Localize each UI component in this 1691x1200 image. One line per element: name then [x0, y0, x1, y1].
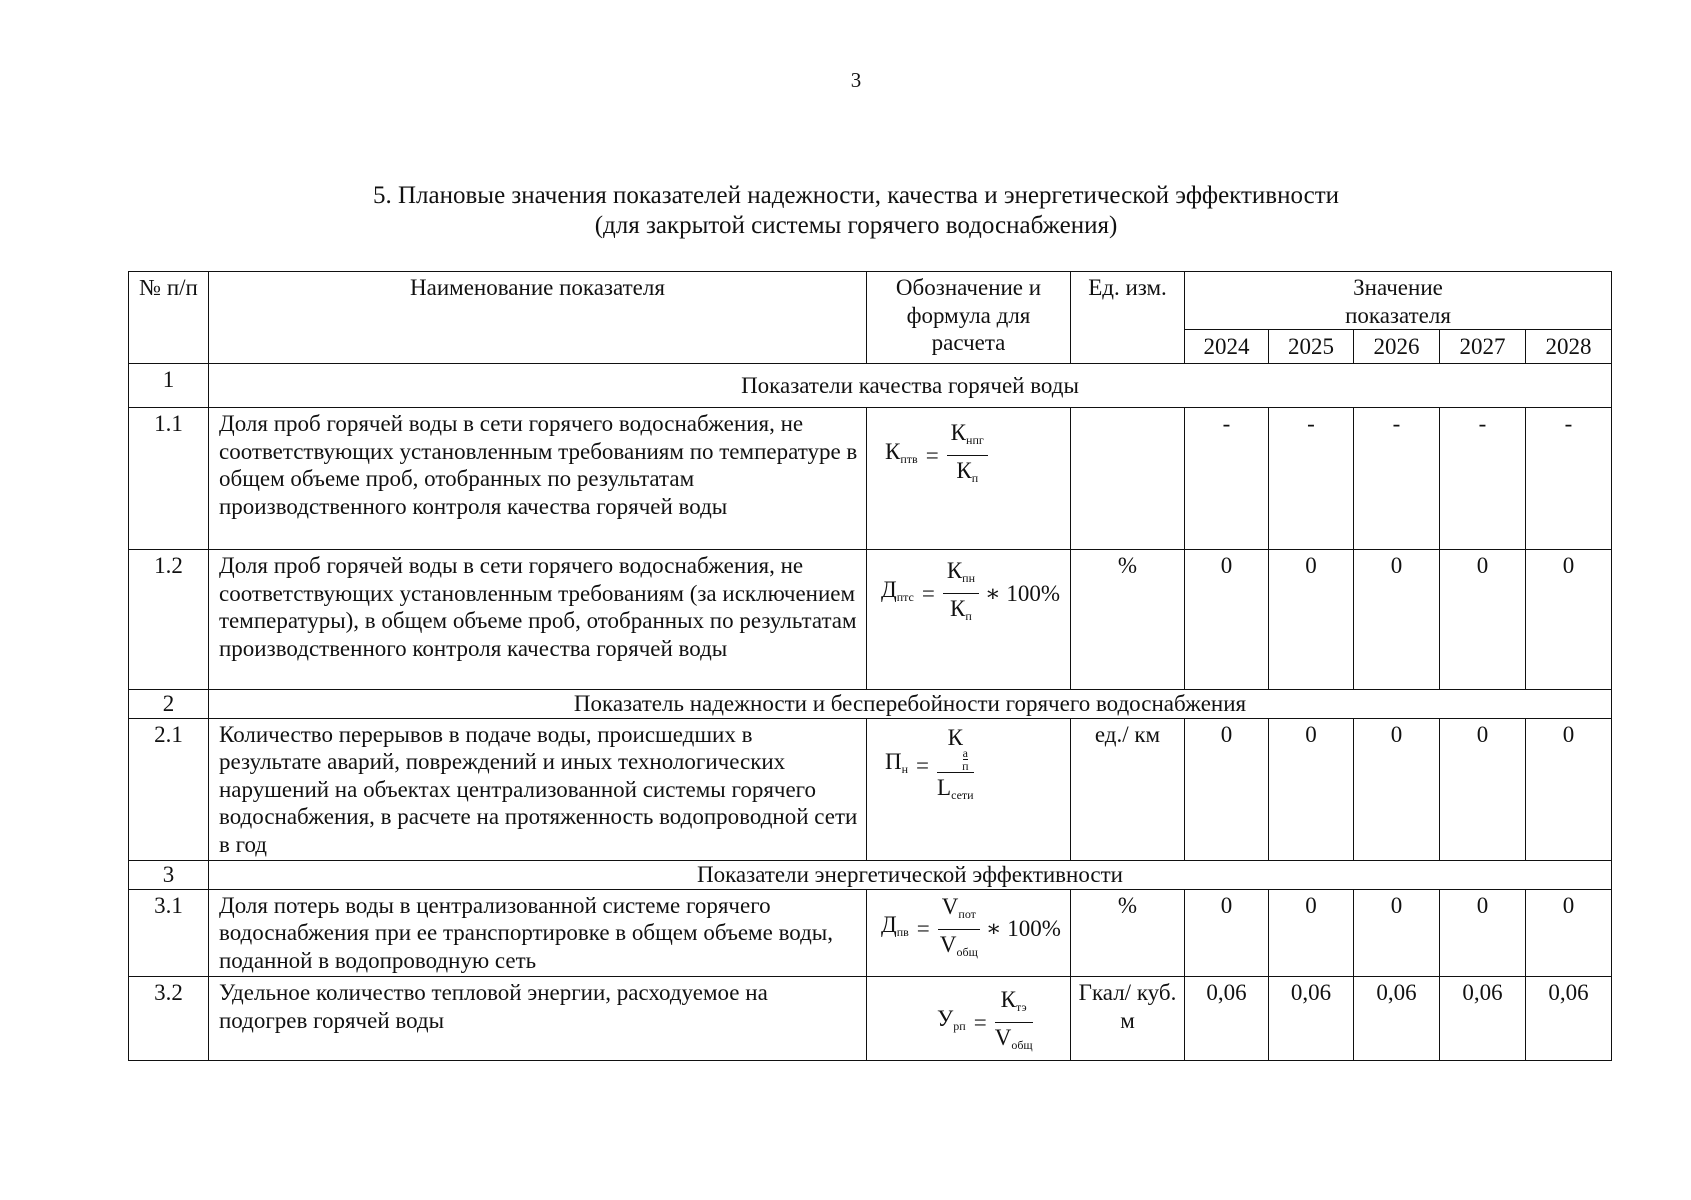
- header-name: Наименование показателя: [209, 272, 867, 364]
- section-number: 2: [129, 690, 209, 719]
- indicator-formula: $Д_{пв}$ = $\frac{V_{пот}}{V_{общ}}$ ∗ 100%: [867, 889, 1071, 977]
- section-row: [129, 364, 1612, 408]
- indicator-name: Доля проб горячей воды в сети горячего водоснабжения, не соответствующих установленным требованиям по температуре в общем объеме проб, отобранных по результатам производственного контроля качества горячей воды: [209, 408, 867, 550]
- formula-numerator: $К_{нпг}$: [950, 420, 984, 447]
- title-line-1: 5. Плановые значения показателей надежности, качества и энергетической эффективности: [372, 182, 1340, 209]
- indicator-name: Доля потерь воды в централизованной системе горячего водоснабжения при ее транспортировке в общем объеме воды, поданной в водопроводную сеть: [209, 889, 867, 977]
- formula-fraction: [937, 723, 974, 810]
- indicators-table: [128, 271, 1612, 1061]
- header-year: 2026: [1354, 330, 1440, 364]
- formula-lhs: $Д_{птс}$: [881, 576, 914, 604]
- indicator-name: Удельное количество тепловой энергии, расходуемое на подогрев горячей воды: [209, 977, 867, 1061]
- indicator-value-2024: 0: [1185, 889, 1269, 977]
- section-title: Показатели качества горячей воды: [209, 364, 1612, 408]
- indicator-value-2028: 0: [1526, 889, 1612, 977]
- section-row: [129, 861, 1612, 890]
- table-row: [129, 550, 1612, 690]
- formula-denominator: $L_{сети}$: [937, 774, 974, 802]
- indicator-value-2027: 0: [1440, 718, 1526, 861]
- table-row: [129, 408, 1612, 550]
- indicator-value-2026: 0,06: [1354, 977, 1440, 1061]
- indicator-value-2028: 0,06: [1526, 977, 1612, 1061]
- title-line-2: (для закрытой системы горячего водоснабжения): [594, 212, 1118, 239]
- formula-fraction: [995, 985, 1033, 1060]
- header-year: 2027: [1440, 330, 1526, 364]
- indicator-value-2024: 0: [1185, 550, 1269, 690]
- header-num: № п/п: [129, 272, 209, 364]
- table-row: [129, 977, 1612, 1061]
- indicator-value-2024: 0: [1185, 718, 1269, 861]
- indicator-unit: [1071, 408, 1185, 550]
- indicator-name: Доля проб горячей воды в сети горячего водоснабжения, не соответствующих установленным требованиям (за исключением температуры), в общем объеме проб, отобранных по результатам производственного контроля качества горячей воды: [209, 550, 867, 690]
- formula-lhs: $П_н$: [885, 749, 909, 777]
- section-number: 1: [129, 364, 209, 408]
- formula-numerator: К а п: [947, 724, 969, 773]
- indicator-value-2027: -: [1440, 408, 1526, 550]
- header-formula: Обозначение и формула для расчета: [867, 272, 1071, 364]
- row-number: 2.1: [129, 718, 209, 861]
- indicator-name: Количество перерывов в подаче воды, происшедших в результате аварий, повреждений и иных технологических нарушений на объектах централизованной системы горячего водоснабжения, в расчете на протяженность водопроводной сети в год: [209, 718, 867, 861]
- indicator-value-2024: 0,06: [1185, 977, 1269, 1061]
- indicator-value-2026: 0: [1354, 718, 1440, 861]
- formula-lhs: $Д_{пв}$: [881, 912, 909, 940]
- indicator-value-2027: 0: [1440, 889, 1526, 977]
- section-number: 3: [129, 861, 209, 890]
- formula-fraction: [947, 418, 988, 493]
- indicator-value-2026: 0: [1354, 550, 1440, 690]
- row-number: 1.2: [129, 550, 209, 690]
- formula-numerator: $К_{тэ}$: [1000, 987, 1027, 1014]
- formula-fraction: [943, 556, 979, 631]
- indicator-formula: $П_н$ = К а п $L_{сети}$: [867, 718, 1071, 861]
- formula-lhs: $У_{рп}$: [937, 1005, 966, 1033]
- formula-numerator: $К_{пн}$: [946, 558, 976, 585]
- header-unit: Ед. изм.: [1071, 272, 1185, 364]
- section-row: [129, 690, 1612, 719]
- indicator-value-2024: -: [1185, 408, 1269, 550]
- formula-numerator: $V_{пот}$: [941, 893, 976, 921]
- indicator-value-2028: -: [1526, 408, 1612, 550]
- formula-denominator: $К_п$: [956, 458, 979, 485]
- row-number: 3.2: [129, 977, 209, 1061]
- indicator-value-2027: 0: [1440, 550, 1526, 690]
- table-row: [129, 718, 1612, 861]
- indicator-value-2025: 0: [1269, 718, 1354, 861]
- indicator-value-2025: -: [1269, 408, 1354, 550]
- indicator-value-2025: 0: [1269, 889, 1354, 977]
- formula-multiplier: ∗ 100%: [985, 916, 1061, 942]
- indicator-formula: $Д_{птс}$ = $\frac{К_{пн}}{К_п}$ ∗ 100%: [867, 550, 1071, 690]
- row-number: 3.1: [129, 889, 209, 977]
- formula-denominator: $V_{общ}$: [939, 931, 978, 959]
- formula-denominator: $V_{общ}$: [994, 1025, 1033, 1052]
- header-year: 2028: [1526, 330, 1612, 364]
- formula-fraction: [938, 892, 980, 967]
- formula-lhs: $К_{птв}$: [885, 438, 918, 466]
- header-year: 2025: [1269, 330, 1354, 364]
- indicator-value-2027: 0,06: [1440, 977, 1526, 1061]
- section-title: Показатель надежности и бесперебойности горячего водоснабжения: [209, 690, 1612, 719]
- page-number: 3: [850, 68, 862, 92]
- indicator-value-2025: 0,06: [1269, 977, 1354, 1061]
- indicator-value-2026: 0: [1354, 889, 1440, 977]
- indicator-unit: %: [1071, 550, 1185, 690]
- header-value: Значение показателя: [1185, 272, 1612, 330]
- table-title: [0, 181, 1691, 241]
- section-title: Показатели энергетической эффективности: [209, 861, 1612, 890]
- indicator-formula: $У_{рп}$ = $\frac{К_{тэ}}{V_{общ}}$: [867, 977, 1071, 1061]
- indicator-unit: ед./ км: [1071, 718, 1185, 861]
- indicator-value-2026: -: [1354, 408, 1440, 550]
- indicator-value-2028: 0: [1526, 550, 1612, 690]
- formula-denominator: $К_п$: [950, 596, 972, 623]
- indicator-unit: %: [1071, 889, 1185, 977]
- formula-multiplier: ∗ 100%: [985, 580, 1061, 606]
- table-row: [129, 889, 1612, 977]
- indicator-formula: $К_{птв}$ = $\frac{К_{нпг}}{К_п}$: [867, 408, 1071, 550]
- header-year: 2024: [1185, 330, 1269, 364]
- indicator-value-2028: 0: [1526, 718, 1612, 861]
- indicator-value-2025: 0: [1269, 550, 1354, 690]
- row-number: 1.1: [129, 408, 209, 550]
- indicator-unit: Гкал/ куб. м: [1071, 977, 1185, 1061]
